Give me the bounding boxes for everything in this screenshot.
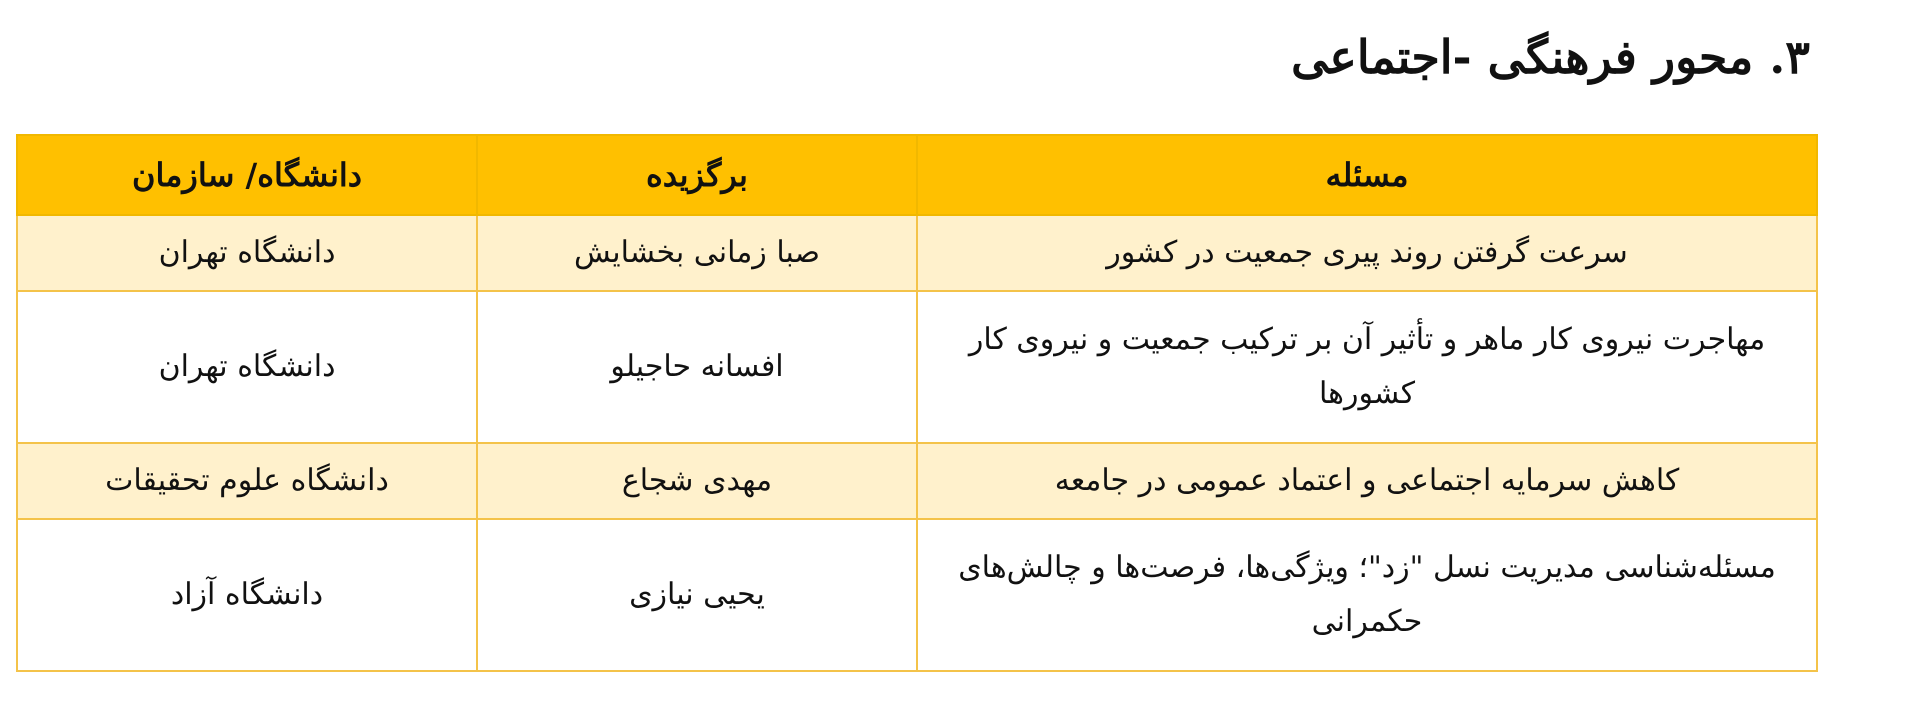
cell-issue: مهاجرت نیروی کار ماهر و تأثیر آن بر ترکیب جمعیت و نیروی کار کشورها: [917, 291, 1817, 443]
cell-selected: صبا زمانی بخشایش: [477, 215, 917, 291]
cell-selected: مهدی شجاع: [477, 443, 917, 519]
cell-selected: یحیی نیازی: [477, 519, 917, 671]
cell-organization: دانشگاه علوم تحقیقات: [17, 443, 477, 519]
table-row: [17, 519, 1817, 671]
header-row: [17, 135, 1817, 215]
header-organization: دانشگاه/ سازمان: [17, 135, 477, 215]
section-title: ۳. محور فرهنگی -اجتماعی: [1291, 30, 1810, 84]
header-issue: مسئله: [917, 135, 1817, 215]
cell-organization: دانشگاه تهران: [17, 215, 477, 291]
table-row: [17, 291, 1817, 443]
cell-issue: سرعت گرفتن روند پیری جمعیت در کشور: [917, 215, 1817, 291]
table-header: [17, 135, 1817, 215]
cell-issue: مسئله‌شناسی مدیریت نسل "زد"؛ ویژگی‌ها، فرصت‌ها و چالش‌های حکمرانی: [917, 519, 1817, 671]
cell-organization: دانشگاه تهران: [17, 291, 477, 443]
winners-table: [16, 134, 1818, 672]
header-selected: برگزیده: [477, 135, 917, 215]
table-body: [17, 215, 1817, 671]
table-row: [17, 215, 1817, 291]
table-row: [17, 443, 1817, 519]
cell-organization: دانشگاه آزاد: [17, 519, 477, 671]
cell-selected: افسانه حاجیلو: [477, 291, 917, 443]
cell-issue: کاهش سرمایه اجتماعی و اعتماد عمومی در جامعه: [917, 443, 1817, 519]
